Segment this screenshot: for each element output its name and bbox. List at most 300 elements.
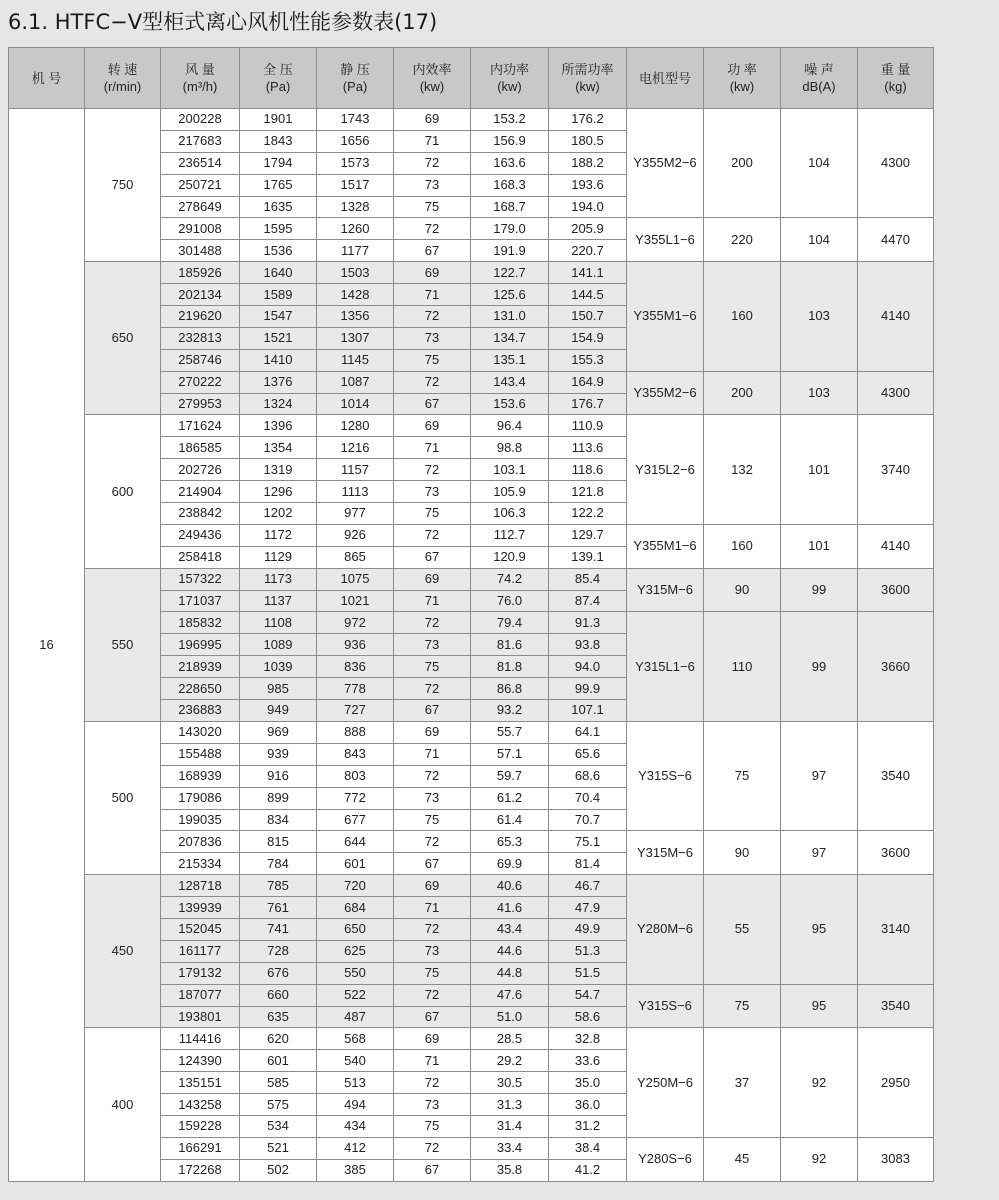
motor-model-cell: Y280S−6	[627, 1137, 704, 1181]
internal-power-cell: 59.7	[471, 765, 549, 787]
airflow-cell: 228650	[161, 678, 240, 700]
table-row	[9, 262, 934, 284]
total-pressure-cell: 1547	[240, 306, 317, 328]
required-power-cell: 68.6	[549, 765, 627, 787]
required-power-cell: 129.7	[549, 524, 627, 546]
column-header-line: (kw)	[497, 79, 522, 94]
motor-model-cell: Y355M2−6	[627, 109, 704, 218]
motor-power-cell: 110	[704, 612, 781, 721]
airflow-cell: 159228	[161, 1115, 240, 1137]
motor-model-cell: Y315L1−6	[627, 612, 704, 721]
required-power-cell: 51.5	[549, 962, 627, 984]
static-pressure-cell: 720	[317, 875, 394, 897]
total-pressure-cell: 1319	[240, 459, 317, 481]
internal-power-cell: 134.7	[471, 327, 549, 349]
static-pressure-cell: 1503	[317, 262, 394, 284]
internal-efficiency-cell: 72	[394, 831, 471, 853]
required-power-cell: 46.7	[549, 875, 627, 897]
total-pressure-cell: 1296	[240, 481, 317, 503]
column-header	[627, 48, 704, 109]
required-power-cell: 188.2	[549, 152, 627, 174]
total-pressure-cell: 761	[240, 897, 317, 919]
total-pressure-cell: 585	[240, 1072, 317, 1094]
motor-model-cell: Y355M1−6	[627, 262, 704, 371]
internal-efficiency-cell: 71	[394, 284, 471, 306]
column-header	[240, 48, 317, 109]
internal-efficiency-cell: 75	[394, 1115, 471, 1137]
static-pressure-cell: 1157	[317, 459, 394, 481]
airflow-cell: 196995	[161, 634, 240, 656]
total-pressure-cell: 728	[240, 940, 317, 962]
required-power-cell: 110.9	[549, 415, 627, 437]
column-header-line: 风 量	[185, 62, 215, 77]
static-pressure-cell: 684	[317, 897, 394, 919]
static-pressure-cell: 1087	[317, 371, 394, 393]
internal-efficiency-cell: 75	[394, 656, 471, 678]
noise-cell: 97	[781, 721, 858, 830]
airflow-cell: 168939	[161, 765, 240, 787]
noise-cell: 103	[781, 371, 858, 415]
motor-model-cell: Y315M−6	[627, 831, 704, 875]
required-power-cell: 113.6	[549, 437, 627, 459]
internal-power-cell: 135.1	[471, 349, 549, 371]
motor-power-cell: 132	[704, 415, 781, 524]
internal-efficiency-cell: 73	[394, 634, 471, 656]
airflow-cell: 171037	[161, 590, 240, 612]
internal-efficiency-cell: 72	[394, 152, 471, 174]
motor-model-cell: Y315S−6	[627, 721, 704, 830]
column-header	[9, 48, 85, 109]
airflow-cell: 128718	[161, 875, 240, 897]
internal-power-cell: 112.7	[471, 524, 549, 546]
airflow-cell: 202134	[161, 284, 240, 306]
machine-no-cell: 16	[9, 109, 85, 1182]
speed-cell: 750	[85, 109, 161, 262]
total-pressure-cell: 620	[240, 1028, 317, 1050]
required-power-cell: 81.4	[549, 853, 627, 875]
static-pressure-cell: 540	[317, 1050, 394, 1072]
total-pressure-cell: 534	[240, 1115, 317, 1137]
internal-efficiency-cell: 67	[394, 240, 471, 262]
column-header-line: 全 压	[263, 62, 293, 77]
airflow-cell: 139939	[161, 897, 240, 919]
static-pressure-cell: 865	[317, 546, 394, 568]
internal-efficiency-cell: 69	[394, 262, 471, 284]
airflow-cell: 185832	[161, 612, 240, 634]
internal-efficiency-cell: 71	[394, 897, 471, 919]
airflow-cell: 214904	[161, 481, 240, 503]
static-pressure-cell: 1145	[317, 349, 394, 371]
motor-power-cell: 75	[704, 721, 781, 830]
motor-model-cell: Y315S−6	[627, 984, 704, 1028]
table-row	[9, 721, 934, 743]
internal-power-cell: 31.3	[471, 1094, 549, 1116]
internal-power-cell: 179.0	[471, 218, 549, 240]
motor-power-cell: 37	[704, 1028, 781, 1137]
internal-power-cell: 47.6	[471, 984, 549, 1006]
column-header-line: 静 压	[340, 62, 370, 77]
total-pressure-cell: 1324	[240, 393, 317, 415]
noise-cell: 104	[781, 109, 858, 218]
total-pressure-cell: 949	[240, 700, 317, 722]
required-power-cell: 176.2	[549, 109, 627, 131]
static-pressure-cell: 1177	[317, 240, 394, 262]
internal-efficiency-cell: 75	[394, 962, 471, 984]
motor-model-cell: Y250M−6	[627, 1028, 704, 1137]
internal-power-cell: 153.2	[471, 109, 549, 131]
required-power-cell: 58.6	[549, 1006, 627, 1028]
static-pressure-cell: 513	[317, 1072, 394, 1094]
internal-power-cell: 40.6	[471, 875, 549, 897]
total-pressure-cell: 969	[240, 721, 317, 743]
column-header-line: 所需功率	[561, 62, 614, 77]
internal-power-cell: 93.2	[471, 700, 549, 722]
required-power-cell: 87.4	[549, 590, 627, 612]
total-pressure-cell: 741	[240, 918, 317, 940]
internal-efficiency-cell: 71	[394, 743, 471, 765]
required-power-cell: 220.7	[549, 240, 627, 262]
total-pressure-cell: 1794	[240, 152, 317, 174]
airflow-cell: 143258	[161, 1094, 240, 1116]
motor-power-cell: 220	[704, 218, 781, 262]
total-pressure-cell: 985	[240, 678, 317, 700]
internal-efficiency-cell: 71	[394, 1050, 471, 1072]
airflow-cell: 202726	[161, 459, 240, 481]
internal-power-cell: 55.7	[471, 721, 549, 743]
internal-power-cell: 28.5	[471, 1028, 549, 1050]
required-power-cell: 122.2	[549, 503, 627, 525]
internal-efficiency-cell: 72	[394, 918, 471, 940]
required-power-cell: 93.8	[549, 634, 627, 656]
internal-power-cell: 79.4	[471, 612, 549, 634]
static-pressure-cell: 936	[317, 634, 394, 656]
column-header-line: (kw)	[575, 79, 600, 94]
total-pressure-cell: 502	[240, 1159, 317, 1181]
internal-efficiency-cell: 67	[394, 1006, 471, 1028]
internal-power-cell: 96.4	[471, 415, 549, 437]
static-pressure-cell: 888	[317, 721, 394, 743]
internal-efficiency-cell: 67	[394, 546, 471, 568]
motor-power-cell: 160	[704, 524, 781, 568]
airflow-cell: 193801	[161, 1006, 240, 1028]
required-power-cell: 49.9	[549, 918, 627, 940]
internal-power-cell: 33.4	[471, 1137, 549, 1159]
noise-cell: 101	[781, 415, 858, 524]
total-pressure-cell: 1376	[240, 371, 317, 393]
column-header-line: (r/min)	[103, 79, 142, 94]
column-header	[781, 48, 858, 109]
internal-power-cell: 31.4	[471, 1115, 549, 1137]
required-power-cell: 164.9	[549, 371, 627, 393]
required-power-cell: 35.0	[549, 1072, 627, 1094]
required-power-cell: 150.7	[549, 306, 627, 328]
table-row	[9, 1028, 934, 1050]
column-header-line: 噪 声	[804, 62, 834, 77]
static-pressure-cell: 650	[317, 918, 394, 940]
airflow-cell: 114416	[161, 1028, 240, 1050]
noise-cell: 97	[781, 831, 858, 875]
internal-efficiency-cell: 69	[394, 875, 471, 897]
airflow-cell: 249436	[161, 524, 240, 546]
airflow-cell: 161177	[161, 940, 240, 962]
internal-efficiency-cell: 72	[394, 524, 471, 546]
table-row	[9, 568, 934, 590]
static-pressure-cell: 1280	[317, 415, 394, 437]
internal-efficiency-cell: 71	[394, 130, 471, 152]
internal-efficiency-cell: 72	[394, 765, 471, 787]
required-power-cell: 180.5	[549, 130, 627, 152]
noise-cell: 104	[781, 218, 858, 262]
table-body	[9, 109, 934, 1182]
weight-cell: 3600	[858, 568, 934, 612]
weight-cell: 3600	[858, 831, 934, 875]
column-header	[704, 48, 781, 109]
internal-power-cell: 44.6	[471, 940, 549, 962]
total-pressure-cell: 815	[240, 831, 317, 853]
internal-power-cell: 43.4	[471, 918, 549, 940]
weight-cell: 3140	[858, 875, 934, 984]
total-pressure-cell: 1172	[240, 524, 317, 546]
internal-efficiency-cell: 69	[394, 415, 471, 437]
static-pressure-cell: 1517	[317, 174, 394, 196]
static-pressure-cell: 972	[317, 612, 394, 634]
static-pressure-cell: 772	[317, 787, 394, 809]
column-header-line: 电机型号	[638, 70, 691, 86]
airflow-cell: 219620	[161, 306, 240, 328]
total-pressure-cell: 939	[240, 743, 317, 765]
motor-model-cell: Y355M1−6	[627, 524, 704, 568]
static-pressure-cell: 677	[317, 809, 394, 831]
airflow-cell: 217683	[161, 130, 240, 152]
airflow-cell: 278649	[161, 196, 240, 218]
internal-power-cell: 74.2	[471, 568, 549, 590]
required-power-cell: 141.1	[549, 262, 627, 284]
static-pressure-cell: 487	[317, 1006, 394, 1028]
total-pressure-cell: 601	[240, 1050, 317, 1072]
internal-efficiency-cell: 69	[394, 1028, 471, 1050]
total-pressure-cell: 635	[240, 1006, 317, 1028]
motor-model-cell: Y355L1−6	[627, 218, 704, 262]
airflow-cell: 199035	[161, 809, 240, 831]
motor-power-cell: 200	[704, 109, 781, 218]
column-header-line: dB(A)	[802, 79, 836, 94]
static-pressure-cell: 926	[317, 524, 394, 546]
internal-efficiency-cell: 73	[394, 1094, 471, 1116]
internal-power-cell: 103.1	[471, 459, 549, 481]
column-header	[317, 48, 394, 109]
static-pressure-cell: 836	[317, 656, 394, 678]
motor-power-cell: 90	[704, 568, 781, 612]
internal-power-cell: 168.7	[471, 196, 549, 218]
internal-power-cell: 29.2	[471, 1050, 549, 1072]
motor-model-cell: Y355M2−6	[627, 371, 704, 415]
required-power-cell: 51.3	[549, 940, 627, 962]
internal-efficiency-cell: 72	[394, 1137, 471, 1159]
required-power-cell: 41.2	[549, 1159, 627, 1181]
airflow-cell: 200228	[161, 109, 240, 131]
total-pressure-cell: 1843	[240, 130, 317, 152]
airflow-cell: 291008	[161, 218, 240, 240]
static-pressure-cell: 843	[317, 743, 394, 765]
internal-efficiency-cell: 73	[394, 787, 471, 809]
internal-efficiency-cell: 73	[394, 327, 471, 349]
internal-efficiency-cell: 72	[394, 612, 471, 634]
total-pressure-cell: 1589	[240, 284, 317, 306]
internal-power-cell: 120.9	[471, 546, 549, 568]
internal-power-cell: 191.9	[471, 240, 549, 262]
total-pressure-cell: 1173	[240, 568, 317, 590]
required-power-cell: 33.6	[549, 1050, 627, 1072]
internal-efficiency-cell: 72	[394, 371, 471, 393]
static-pressure-cell: 568	[317, 1028, 394, 1050]
internal-efficiency-cell: 73	[394, 174, 471, 196]
motor-model-cell: Y280M−6	[627, 875, 704, 984]
required-power-cell: 64.1	[549, 721, 627, 743]
internal-power-cell: 163.6	[471, 152, 549, 174]
required-power-cell: 91.3	[549, 612, 627, 634]
column-header-line: 转 速	[107, 62, 138, 77]
airflow-cell: 238842	[161, 503, 240, 525]
static-pressure-cell: 644	[317, 831, 394, 853]
motor-power-cell: 75	[704, 984, 781, 1028]
column-header	[549, 48, 627, 109]
total-pressure-cell: 575	[240, 1094, 317, 1116]
internal-efficiency-cell: 67	[394, 393, 471, 415]
total-pressure-cell: 521	[240, 1137, 317, 1159]
airflow-cell: 236514	[161, 152, 240, 174]
column-header	[471, 48, 549, 109]
airflow-cell: 258418	[161, 546, 240, 568]
internal-power-cell: 76.0	[471, 590, 549, 612]
internal-power-cell: 156.9	[471, 130, 549, 152]
speed-cell: 550	[85, 568, 161, 721]
internal-power-cell: 35.8	[471, 1159, 549, 1181]
total-pressure-cell: 1536	[240, 240, 317, 262]
internal-power-cell: 131.0	[471, 306, 549, 328]
internal-efficiency-cell: 75	[394, 196, 471, 218]
static-pressure-cell: 1021	[317, 590, 394, 612]
static-pressure-cell: 494	[317, 1094, 394, 1116]
internal-efficiency-cell: 73	[394, 481, 471, 503]
airflow-cell: 172268	[161, 1159, 240, 1181]
airflow-cell: 152045	[161, 918, 240, 940]
internal-power-cell: 69.9	[471, 853, 549, 875]
total-pressure-cell: 784	[240, 853, 317, 875]
internal-power-cell: 44.8	[471, 962, 549, 984]
required-power-cell: 65.6	[549, 743, 627, 765]
internal-efficiency-cell: 72	[394, 984, 471, 1006]
required-power-cell: 99.9	[549, 678, 627, 700]
internal-power-cell: 125.6	[471, 284, 549, 306]
speed-cell: 650	[85, 262, 161, 415]
airflow-cell: 258746	[161, 349, 240, 371]
internal-power-cell: 57.1	[471, 743, 549, 765]
required-power-cell: 70.4	[549, 787, 627, 809]
weight-cell: 3540	[858, 721, 934, 830]
internal-power-cell: 65.3	[471, 831, 549, 853]
required-power-cell: 75.1	[549, 831, 627, 853]
speed-cell: 600	[85, 415, 161, 568]
total-pressure-cell: 916	[240, 765, 317, 787]
static-pressure-cell: 1113	[317, 481, 394, 503]
static-pressure-cell: 1743	[317, 109, 394, 131]
airflow-cell: 155488	[161, 743, 240, 765]
speed-cell: 500	[85, 721, 161, 874]
column-header-line: 重 量	[880, 62, 911, 77]
required-power-cell: 155.3	[549, 349, 627, 371]
internal-power-cell: 41.6	[471, 897, 549, 919]
internal-efficiency-cell: 75	[394, 503, 471, 525]
required-power-cell: 54.7	[549, 984, 627, 1006]
internal-power-cell: 122.7	[471, 262, 549, 284]
internal-efficiency-cell: 71	[394, 590, 471, 612]
header-row	[9, 48, 934, 109]
performance-table	[8, 47, 934, 1182]
internal-power-cell: 143.4	[471, 371, 549, 393]
required-power-cell: 144.5	[549, 284, 627, 306]
static-pressure-cell: 522	[317, 984, 394, 1006]
noise-cell: 103	[781, 262, 858, 371]
internal-efficiency-cell: 71	[394, 437, 471, 459]
internal-power-cell: 61.4	[471, 809, 549, 831]
internal-efficiency-cell: 67	[394, 1159, 471, 1181]
airflow-cell: 166291	[161, 1137, 240, 1159]
airflow-cell: 232813	[161, 327, 240, 349]
internal-power-cell: 51.0	[471, 1006, 549, 1028]
internal-efficiency-cell: 69	[394, 721, 471, 743]
total-pressure-cell: 1089	[240, 634, 317, 656]
internal-power-cell: 81.6	[471, 634, 549, 656]
static-pressure-cell: 385	[317, 1159, 394, 1181]
static-pressure-cell: 1573	[317, 152, 394, 174]
static-pressure-cell: 434	[317, 1115, 394, 1137]
internal-efficiency-cell: 75	[394, 809, 471, 831]
internal-efficiency-cell: 67	[394, 700, 471, 722]
column-header-line: (kw)	[419, 79, 445, 94]
motor-model-cell: Y315M−6	[627, 568, 704, 612]
total-pressure-cell: 660	[240, 984, 317, 1006]
weight-cell: 4300	[858, 109, 934, 218]
total-pressure-cell: 834	[240, 809, 317, 831]
required-power-cell: 36.0	[549, 1094, 627, 1116]
column-header-line: (kw)	[729, 79, 755, 94]
noise-cell: 99	[781, 568, 858, 612]
airflow-cell: 250721	[161, 174, 240, 196]
total-pressure-cell: 1901	[240, 109, 317, 131]
column-header	[394, 48, 471, 109]
total-pressure-cell: 1396	[240, 415, 317, 437]
required-power-cell: 94.0	[549, 656, 627, 678]
weight-cell: 3740	[858, 415, 934, 524]
total-pressure-cell: 1521	[240, 327, 317, 349]
required-power-cell: 121.8	[549, 481, 627, 503]
weight-cell: 4140	[858, 524, 934, 568]
required-power-cell: 205.9	[549, 218, 627, 240]
required-power-cell: 107.1	[549, 700, 627, 722]
total-pressure-cell: 1410	[240, 349, 317, 371]
total-pressure-cell: 1635	[240, 196, 317, 218]
internal-power-cell: 86.8	[471, 678, 549, 700]
noise-cell: 92	[781, 1028, 858, 1137]
internal-power-cell: 105.9	[471, 481, 549, 503]
airflow-cell: 215334	[161, 853, 240, 875]
static-pressure-cell: 1075	[317, 568, 394, 590]
internal-efficiency-cell: 72	[394, 1072, 471, 1094]
static-pressure-cell: 1356	[317, 306, 394, 328]
airflow-cell: 143020	[161, 721, 240, 743]
required-power-cell: 118.6	[549, 459, 627, 481]
airflow-cell: 301488	[161, 240, 240, 262]
